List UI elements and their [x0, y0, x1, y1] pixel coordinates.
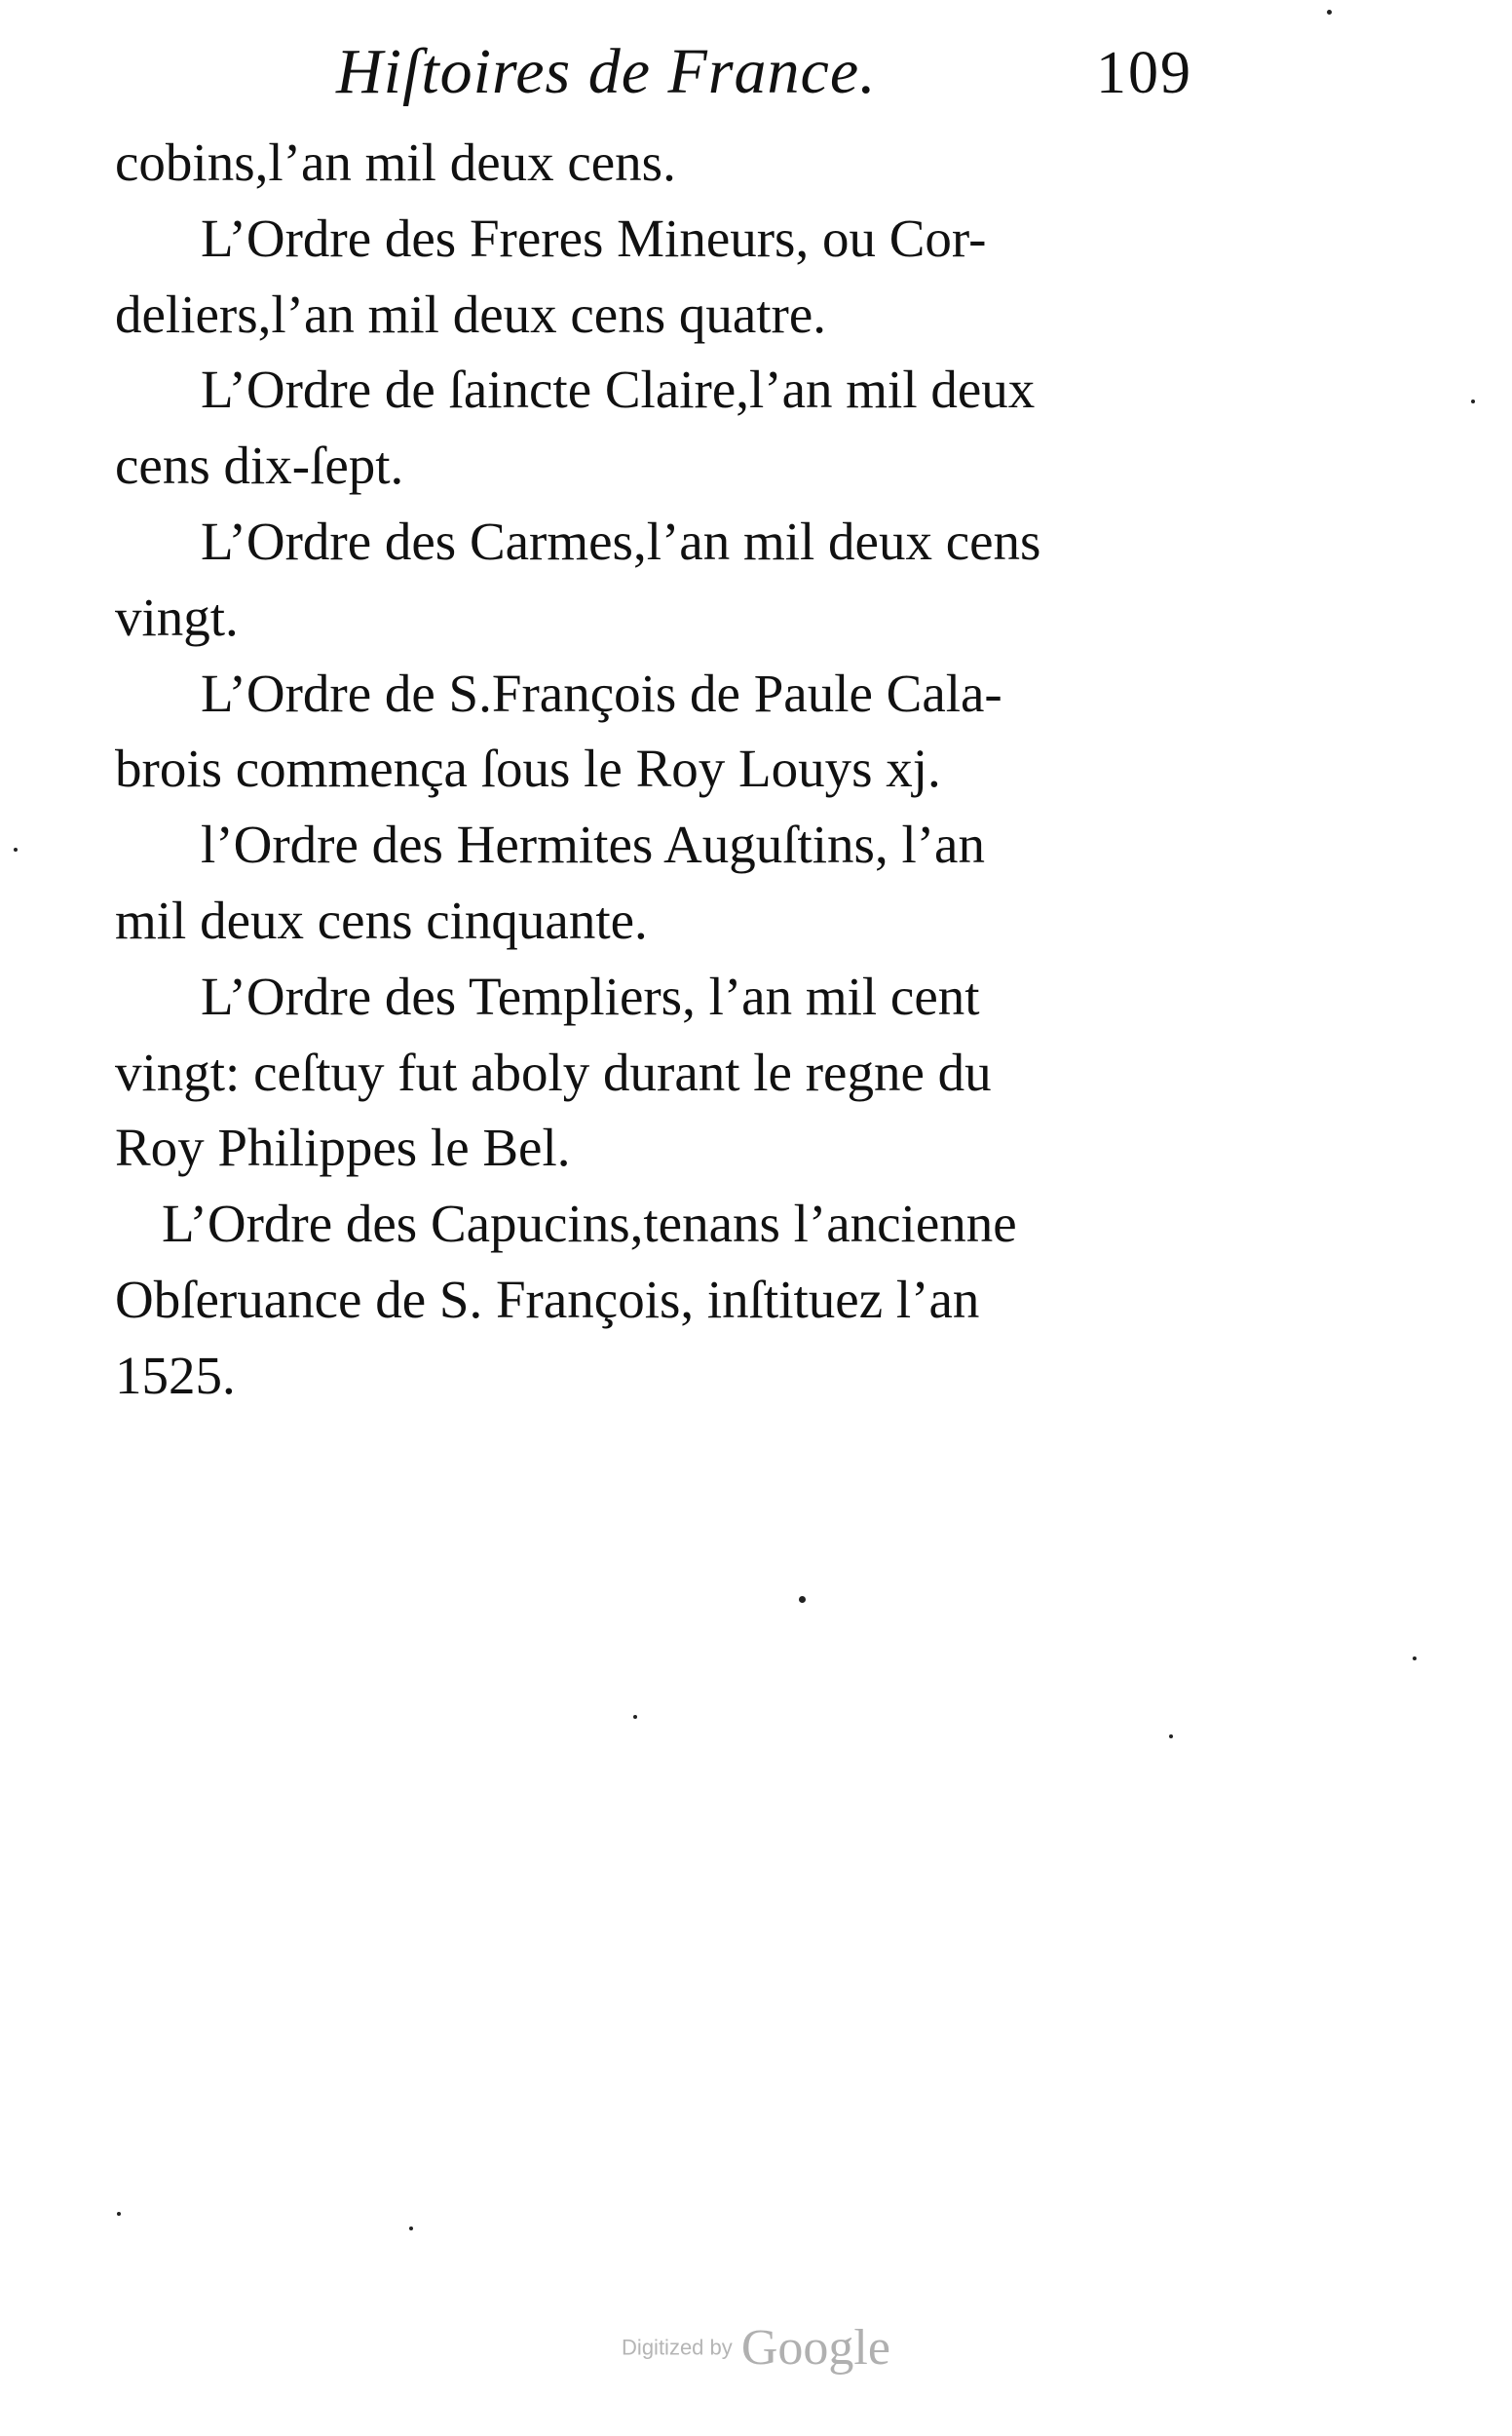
- text-line: l’Ordre des Hermites Auguſtins, l’an: [201, 815, 985, 875]
- running-head: [0, 27, 1512, 115]
- text-line: L’Ordre des Capucins,tenans l’ancienne: [162, 1194, 1017, 1254]
- text-line: L’Ordre des Freres Mineurs, ou Cor-: [201, 208, 987, 268]
- scan-speck: [633, 1715, 637, 1719]
- google-logo: Google: [740, 2320, 890, 2376]
- scan-speck: [409, 2227, 413, 2230]
- text-line: L’Ordre de S.François de Paule Cala-: [201, 663, 1002, 723]
- text-line: L’Ordre de ſaincte Claire,l’an mil deux: [201, 360, 1036, 420]
- scan-speck: [1413, 1656, 1417, 1660]
- text-line: brois commença ſous le Roy Louys xj.: [115, 739, 941, 799]
- text-line: 1525.: [115, 1345, 236, 1405]
- text-line: vingt.: [115, 587, 239, 647]
- scan-speck: [799, 1596, 806, 1603]
- body-text: [115, 125, 1216, 1414]
- text-line: mil deux cens cinquante.: [115, 890, 648, 950]
- text-line: Roy Philippes le Bel.: [115, 1118, 571, 1178]
- scan-speck: [14, 848, 18, 852]
- digitized-watermark: [0, 2319, 1512, 2378]
- scan-speck: [117, 2212, 121, 2216]
- text-line: L’Ordre des Carmes,l’an mil deux cens: [201, 511, 1041, 571]
- digitized-label: Digitized by: [622, 2335, 733, 2360]
- text-line: Obſeruance de S. François, inſtituez l’an: [115, 1269, 980, 1329]
- scan-speck: [1169, 1734, 1173, 1738]
- scan-speck: [1327, 10, 1332, 15]
- text-line: L’Ordre des Templiers, l’an mil cent: [201, 966, 980, 1026]
- text-line: vingt: ceſtuy fut aboly durant le regne du: [115, 1042, 992, 1102]
- text-line: cens dix-ſept.: [115, 436, 404, 496]
- scan-speck: [1471, 400, 1475, 403]
- text-line: deliers,l’an mil deux cens quatre.: [115, 284, 827, 344]
- running-title: Hiſtoires de France.: [336, 36, 877, 107]
- text-line: cobins,l’an mil deux cens.: [115, 133, 676, 192]
- page-number: 109: [1096, 40, 1192, 106]
